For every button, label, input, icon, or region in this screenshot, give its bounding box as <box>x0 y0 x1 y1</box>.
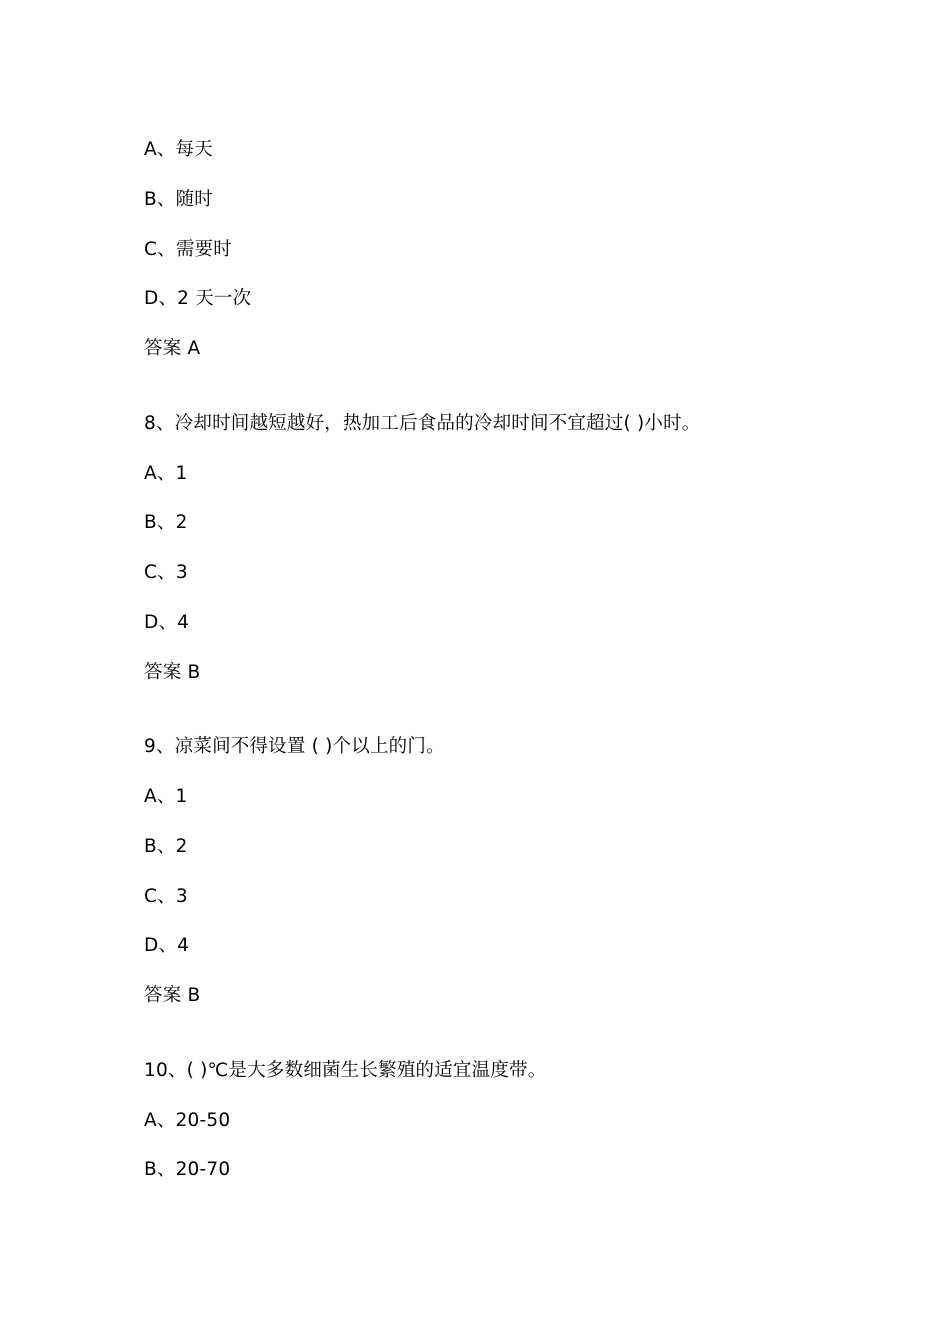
q9-question: 9、凉菜间不得设置 ( )个以上的门。 <box>144 736 445 757</box>
q8-option-a: A、1 <box>144 463 188 484</box>
q9-option-d: D、4 <box>144 935 190 956</box>
q8-option-c: C、3 <box>144 562 188 583</box>
q9-option-b: B、2 <box>144 836 188 857</box>
q7-option-a: A、每天 <box>144 139 213 160</box>
q7-option-d: D、2 天一次 <box>144 288 252 309</box>
q8-option-d: D、4 <box>144 612 190 633</box>
q9-option-a: A、1 <box>144 786 188 807</box>
q7-option-b: B、随时 <box>144 189 213 210</box>
q9-answer: 答案 B <box>144 985 201 1006</box>
q9-option-c: C、3 <box>144 886 188 907</box>
q10-option-b: B、20-70 <box>144 1159 231 1180</box>
q10-option-a: A、20-50 <box>144 1110 231 1131</box>
q10-question: 10、( )℃是大多数细菌生长繁殖的适宜温度带。 <box>144 1060 547 1081</box>
q7-answer: 答案 A <box>144 338 201 359</box>
q8-question: 8、冷却时间越短越好，热加工后食品的冷却时间不宜超过( )小时。 <box>144 413 701 434</box>
q8-option-b: B、2 <box>144 512 188 533</box>
q8-answer: 答案 B <box>144 662 201 683</box>
q7-option-c: C、需要时 <box>144 239 232 260</box>
